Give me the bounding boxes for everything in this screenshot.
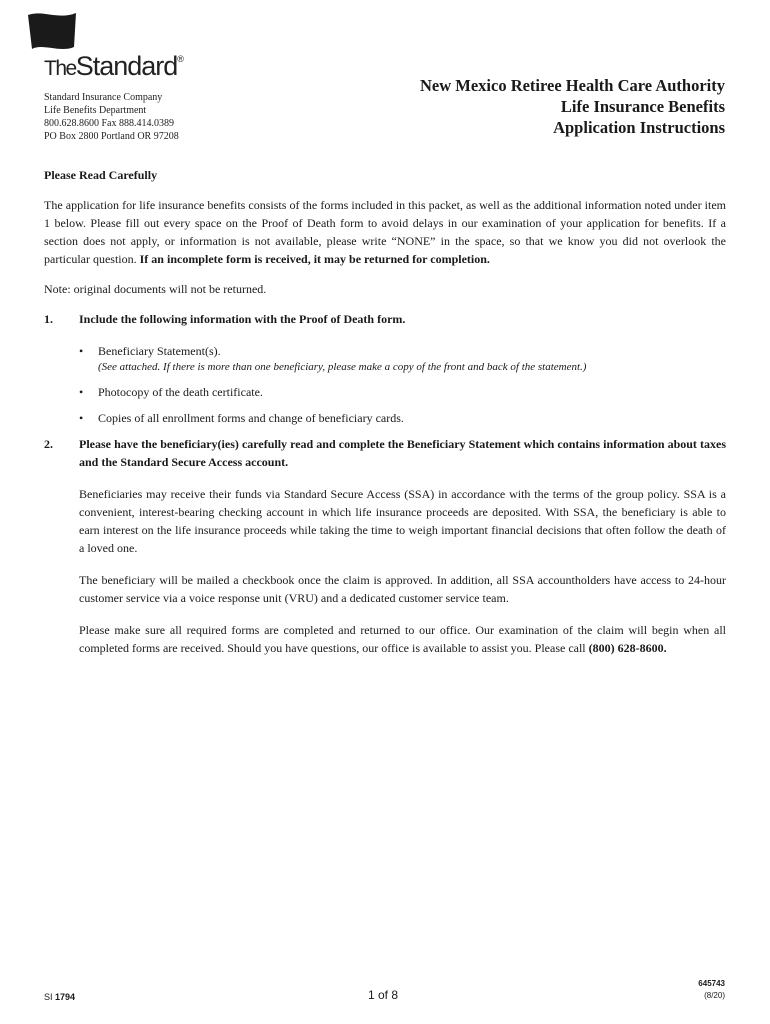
instruction-item-2 (44, 435, 726, 657)
phone-fax: 800.628.8600 Fax 888.414.0389 (44, 118, 174, 129)
list-item: • Photocopy of the death certificate. (79, 383, 726, 401)
required-documents-list (79, 342, 726, 427)
item-title: Please have the beneficiary(ies) carefully read and complete the Beneficiary Statement which contains information about taxes and the Standard Secure Access account. (79, 437, 726, 469)
section-heading: Please Read Carefully (44, 168, 158, 182)
item-number: 2. (44, 437, 53, 451)
note-text: Note: original documents will not be returned. (44, 282, 267, 296)
ssa-paragraph: Beneficiaries may receive their funds via Standard Secure Access (SSA) in accordance with the terms of the group policy. SSA is a convenient, interest-bearing checking account in which life insurance proceeds are deposited. With SSA, the beneficiary is able to earn interest on the life insurance proceeds while taking the time to weigh important financial decisions that often follow the death of a loved one. (79, 487, 726, 555)
instruction-item-1 (44, 310, 726, 427)
form-number: SI 1794 (44, 992, 76, 1002)
contact-paragraph: Please make sure all required forms are completed and returned to our office. Our examination of the claim will begin when all completed forms are received. Should you have questions, our office is available to assist you. Please call (800) 628-8600. (79, 623, 726, 655)
phone-number: (800) 628-8600. (588, 641, 667, 655)
flag-logo-icon (27, 11, 77, 51)
list-item: • Beneficiary Statement(s). (See attached. If there is more than one beneficiary, please make a copy of the front and back of the statement.) (79, 342, 726, 375)
list-item-note: (See attached. If there is more than one beneficiary, please make a copy of the front and back of the statement.) (98, 361, 587, 373)
checkbook-paragraph: The beneficiary will be mailed a checkbook once the claim is approved. In addition, all SSA accountholders have access to 24-hour customer service via a voice response unit (VRU) and a dedicated customer service team. (79, 573, 726, 605)
form-code: 645743 (8/20) (698, 979, 725, 1000)
intro-paragraph: The application for life insurance benefits consists of the forms included in this packet, as well as the additional information noted under item 1 below. Please fill out every space on the Proof of Death form to avoid delays in our examination of your application for benefits. If a section does not apply, or information is not available, please write “NONE” in the space, so that we know you did not overlook the particular question. If an incomplete form is received, it may be returned for completion. (44, 198, 726, 266)
document-title: New Mexico Retiree Health Care Authority Life Insurance Benefits Application Instructions (419, 76, 725, 137)
company-name: Standard Insurance Company (44, 92, 163, 103)
mailing-address: PO Box 2800 Portland OR 97208 (44, 131, 179, 142)
item-title: Include the following information with the Proof of Death form. (79, 312, 406, 326)
company-logo-wordmark: TheStandard® (44, 51, 184, 81)
company-address-block (44, 91, 179, 143)
page-number: 1 of 8 (368, 988, 399, 1002)
department-name: Life Benefits Department (44, 105, 147, 116)
list-item: • Copies of all enrollment forms and change of beneficiary cards. (79, 409, 726, 427)
item-number: 1. (44, 312, 53, 326)
instructions-body (44, 166, 726, 657)
